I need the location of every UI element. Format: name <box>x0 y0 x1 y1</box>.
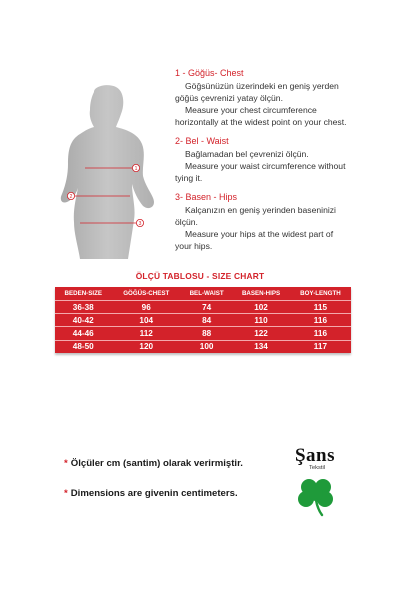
measure-waist-line: tying it. <box>175 173 203 183</box>
cell-size: 48-50 <box>72 342 94 352</box>
cell-waist: 84 <box>181 314 232 327</box>
measure-hips-title: 3- Basen - Hips <box>175 192 238 202</box>
cell-hips: 134 <box>254 342 268 352</box>
measure-waist-title: 2- Bel - Waist <box>175 136 229 146</box>
silhouette-shape <box>61 85 154 259</box>
measure-hips-line: Kalçanızın en geniş yerinden baseninizi <box>185 205 336 215</box>
measure-chest-line: göğüs çevrenizi yatay ölçün. <box>175 93 283 103</box>
note-english <box>64 488 238 499</box>
measure-waist-line: Bağlamadan bel çevrenizi ölçün. <box>185 149 309 159</box>
cell-size: 36-38 <box>55 301 112 314</box>
measure-hips-line: your hips. <box>175 241 213 251</box>
header-waist: BEL-WAIST <box>181 287 232 301</box>
asterisk-icon: * <box>64 488 68 499</box>
marker-3 <box>136 219 143 227</box>
measure-chest <box>175 67 397 128</box>
size-chart-table <box>55 287 351 353</box>
brand-logo <box>285 445 345 515</box>
note-turkish-text: Ölçüler cm (santim) olarak verirmiştir. <box>70 458 243 469</box>
measure-chest-line: horizontally at the widest point on your chest. <box>175 117 347 127</box>
table-row <box>55 301 351 314</box>
marker-1 <box>132 164 139 172</box>
cell-chest: 104 <box>112 314 181 327</box>
note-turkish <box>64 458 243 469</box>
body-silhouette-svg <box>50 84 170 259</box>
cell-size: 40-42 <box>55 314 112 327</box>
svg-text:3: 3 <box>138 221 142 227</box>
cell-waist: 74 <box>181 301 232 314</box>
measure-hips <box>175 191 397 252</box>
cell-chest: 112 <box>112 327 181 340</box>
body-silhouette-figure <box>50 84 170 259</box>
cell-chest: 96 <box>112 301 181 314</box>
cell-size: 44-46 <box>55 327 112 340</box>
clover-icon <box>294 473 338 517</box>
cell-waist: 100 <box>199 342 214 352</box>
header-hips: BASEN-HIPS <box>232 287 290 301</box>
note-english-text: Dimensions are givenin centimeters. <box>70 488 238 499</box>
measure-chest-line: Measure your chest circumference <box>185 105 317 115</box>
measure-waist-line: Measure your waist circumference without <box>185 161 346 171</box>
header-length: BOY-LENGTH <box>290 287 351 301</box>
measure-chest-title: 1 - Göğüs- Chest <box>175 68 244 78</box>
cell-length: 116 <box>290 314 351 327</box>
cell-hips: 102 <box>232 301 290 314</box>
cell-length: 115 <box>290 301 351 314</box>
logo-name: Şans <box>294 445 336 466</box>
measure-hips-line: ölçün. <box>175 217 198 227</box>
table-row <box>55 314 351 327</box>
svg-text:1: 1 <box>134 166 138 172</box>
cell-hips: 110 <box>232 314 290 327</box>
header-size: BEDEN-SIZE <box>55 287 112 301</box>
logo-subtitle: Tekstil <box>309 465 326 471</box>
cell-waist: 88 <box>181 327 232 340</box>
marker-2 <box>67 192 74 200</box>
cell-chest: 120 <box>139 342 154 352</box>
cell-hips: 122 <box>232 327 290 340</box>
cell-length: 116 <box>290 327 351 340</box>
measure-chest-line: Göğsünüzün üzerindeki en geniş yerden <box>185 81 339 91</box>
header-chest: GÖĞÜS-CHEST <box>112 287 181 301</box>
svg-text:2: 2 <box>69 194 73 200</box>
table-row <box>55 327 351 340</box>
asterisk-icon: * <box>64 458 68 469</box>
table-row <box>55 340 351 353</box>
measure-waist <box>175 135 397 184</box>
size-chart-title: ÖLÇÜ TABLOSU - SIZE CHART <box>135 271 265 281</box>
cell-length: 117 <box>313 342 328 352</box>
measurement-instructions <box>175 67 397 259</box>
measure-hips-line: Measure your hips at the widest part of <box>185 229 334 239</box>
size-chart-header-row <box>55 287 351 301</box>
